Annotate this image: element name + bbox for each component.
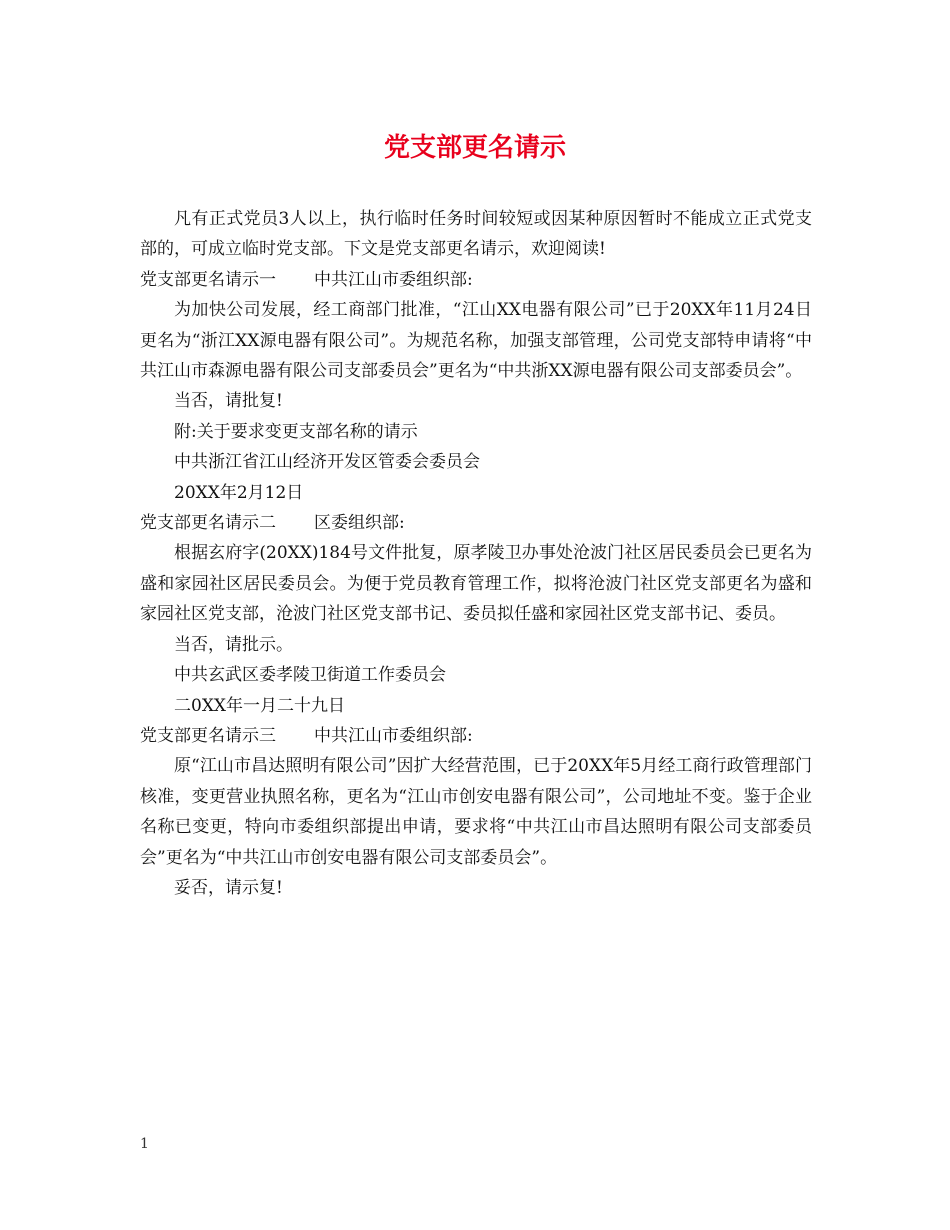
section2-signer: 中共玄武区委孝陵卫街道工作委员会 xyxy=(174,665,446,686)
section2-body: 根据玄府字(20XX)184号文件批复，原孝陵卫办事处沧波门社区居民委员会已更名为盛和家园社区居民委员会。为便于党员教育管理工作，拟将沧波门社区党支部更名为盛和家园社区党支部，沧波门社区党支部书记、委员拟任盛和家园社区党支部书记、委员。 xyxy=(140,543,812,625)
section3-header xyxy=(140,721,812,751)
section2-closing: 当否，请批示。 xyxy=(174,634,293,655)
section2-addressee: 区委组织部: xyxy=(314,513,405,534)
section1-heading: 党支部更名请示一 xyxy=(140,269,276,290)
document-title: 党支部更名请示 xyxy=(383,133,566,163)
section3-body: 原“江山市昌达照明有限公司”因扩大经营范围，已于20XX年5月经工商行政管理部门核准，变更营业执照名称，更名为“江山市创安电器有限公司”，公司地址不变。鉴于企业名称已变更，特向市委组织部提出申请，要求将“中共江山市昌达照明有限公司支部委员会”更名为“中共江山市创安电器有限公司支部委员会”。 xyxy=(140,756,812,868)
section1-body: 为加快公司发展，经工商部门批准，“江山XX电器有限公司”已于20XX年11月24日更名为“浙江XX源电器有限公司”。为规范名称，加强支部管理，公司党支部特申请将“中共江山市森源电器有限公司支部委员会”更名为“中共浙XX源电器有限公司支部委员会”。 xyxy=(140,300,812,382)
section1-addressee: 中共江山市委组织部: xyxy=(314,269,473,290)
section2-heading: 党支部更名请示二 xyxy=(140,513,276,534)
intro-paragraph: 凡有正式党员3人以上，执行临时任务时间较短或因某种原因暂时不能成立正式党支部的，可成立临时党支部。下文是党支部更名请示，欢迎阅读! xyxy=(140,209,812,260)
section1-attachment: 附:关于要求变更支部名称的请示 xyxy=(174,421,418,442)
section3-addressee: 中共江山市委组织部: xyxy=(314,725,473,746)
section3-heading: 党支部更名请示三 xyxy=(140,725,276,746)
section1-header xyxy=(140,265,812,295)
section1-closing: 当否，请批复! xyxy=(174,391,283,412)
page-number: 1 xyxy=(140,1136,149,1152)
section1-signer: 中共浙江省江山经济开发区管委会委员会 xyxy=(174,452,480,473)
document-body xyxy=(140,204,812,903)
section2-header xyxy=(140,508,812,538)
section3-closing: 妥否，请示复! xyxy=(174,877,283,898)
section1-date: 20XX年2月12日 xyxy=(174,482,304,503)
section2-date: 二0XX年一月二十九日 xyxy=(174,695,346,716)
